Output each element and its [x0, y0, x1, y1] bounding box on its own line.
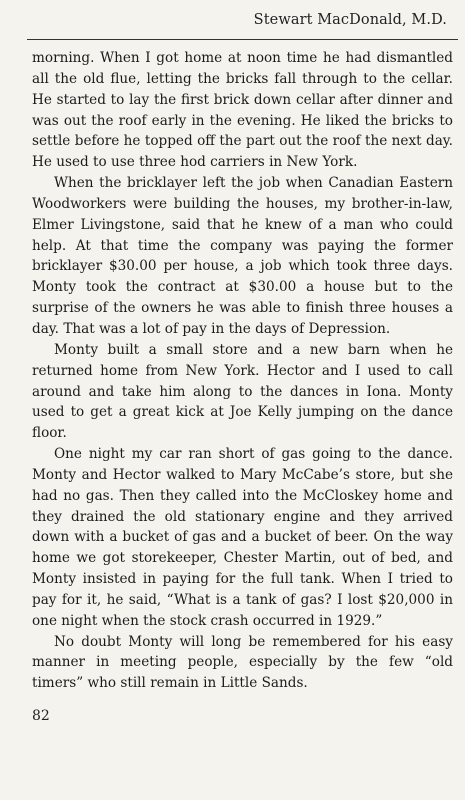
paragraph-1: morning. When I got home at noon time he had dismantled all the old flue, letting the bricks fall through to the cellar. He started to lay the first brick down cellar after dinner and was out the roof early in the evening. He liked the bricks to settle before he topped off the part out the roof the next day. He used to use three hod carriers in New York.: [32, 50, 453, 171]
body-text: [32, 48, 453, 694]
paragraph-5: No doubt Monty will long be remembered for his easy manner in meeting people, especially by the few “old timers” who still remain in Little Sands.: [32, 633, 453, 692]
page-number: 82: [32, 708, 50, 724]
paragraph-3: Monty built a small store and a new barn when he returned home from New York. Hector and I used to call around and take him along to the dances in Iona. Monty used to get a great kick at Joe Kelly jumping on the dance floor.: [32, 341, 453, 442]
paragraph-2: When the bricklayer left the job when Canadian Eastern Woodworkers were building the houses, my brother-in-law, Elmer Livingstone, said that he knew of a man who could help. At that time the company was paying the former bricklayer $30.00 per house, a job which took three days. Monty took the contract at $30.00 a house but to the surprise of the owners he was able to finish three houses a day. That was a lot of pay in the days of Depression.: [32, 175, 453, 337]
running-head: Stewart MacDonald, M.D.: [253, 12, 447, 28]
header-rule: [27, 39, 458, 40]
paragraph-4: One night my car ran short of gas going to the dance. Monty and Hector walked to Mary McCabe’s store, but she had no gas. Then they called into the McCloskey home and they drained the old stationary engine and they arrived down with a bucket of gas and a bucket of beer. On the way home we got storekeeper, Chester Martin, out of bed, and Monty insisted in paying for the full tank. When I tried to pay for it, he said, “What is a tank of gas? I lost $20,000 in one night when the stock crash occurred in 1929.”: [32, 446, 453, 629]
